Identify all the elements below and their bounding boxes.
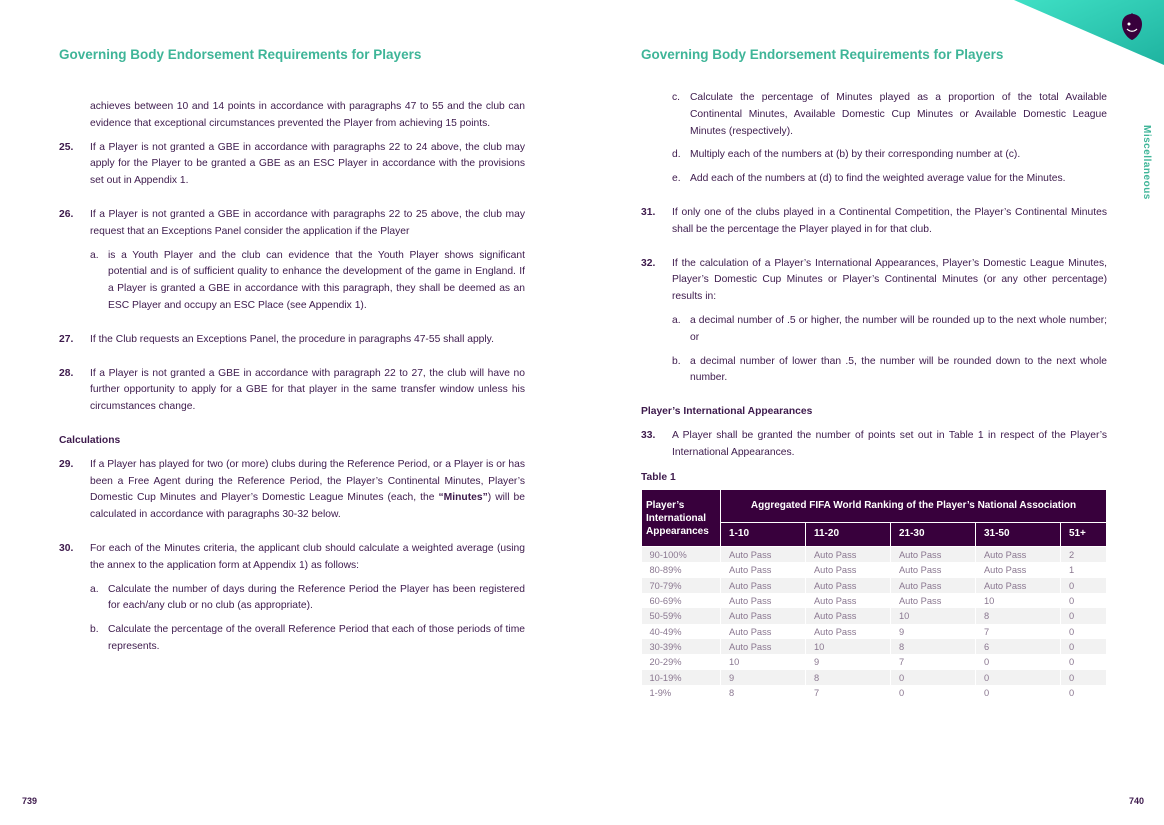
table-cell: 0 (975, 670, 1060, 685)
table-cell: 0 (1060, 685, 1106, 700)
table-row (642, 670, 1107, 685)
table-cell: 2 (1060, 547, 1106, 563)
calculations-heading: Calculations (59, 434, 121, 446)
table-cell: 10-19% (642, 670, 721, 685)
paragraph-30-e (641, 171, 1107, 188)
sub-text: a decimal number of .5 or higher, the number will be rounded up to the next whole number; or (690, 314, 1107, 343)
table-cell: 10 (805, 639, 890, 654)
table-cell: Auto Pass (975, 578, 1060, 593)
page-number-right: 740 (1128, 796, 1144, 806)
table-cell: Auto Pass (721, 593, 806, 608)
left-section-title: Governing Body Endorsement Requirements for Players (59, 47, 422, 62)
table-cell: 0 (890, 685, 975, 700)
sub-letter: a. (90, 249, 99, 261)
right-body (641, 90, 1107, 700)
table-cell: 8 (975, 608, 1060, 623)
paragraph-text: If a Player is not granted a GBE in accordance with paragraph 22 to 27, the club will have no further opportunity to apply for a GBE for that player in the same transfer window unless his circumstances change. (90, 367, 525, 413)
table-cell: Auto Pass (890, 547, 975, 563)
minutes-term: “Minutes” (438, 492, 488, 504)
table-row (642, 639, 1107, 654)
paragraph-text: For each of the Minutes criteria, the applicant club should calculate a weighted average (using the annex to the application form at Appendix 1) as follows: (90, 542, 525, 571)
paragraph-number: 27. (59, 333, 74, 345)
paragraph-number: 33. (641, 429, 656, 441)
paragraph-text: If a Player is not granted a GBE in accordance with paragraphs 22 to 25 above, the club may request that an Exceptions Panel consider the application if the Player (90, 208, 525, 237)
table-cell: 0 (1060, 578, 1106, 593)
paragraph-number: 31. (641, 206, 656, 218)
sub-text: Calculate the number of days during the Reference Period the Player has been registered for each/any club or no club (as appropriate). (108, 583, 525, 612)
table-cell: 10 (721, 654, 806, 669)
table-row (642, 654, 1107, 669)
table-cell: Auto Pass (805, 562, 890, 577)
table-cell: Auto Pass (721, 608, 806, 623)
paragraph-number: 28. (59, 367, 74, 379)
table-cell: 9 (805, 654, 890, 669)
paragraph-29 (59, 457, 525, 524)
paragraph-28 (59, 366, 525, 416)
table-cell: Auto Pass (721, 547, 806, 563)
table-cell: 80-89% (642, 562, 721, 577)
table-cell: Auto Pass (721, 562, 806, 577)
sub-letter: b. (672, 355, 681, 367)
table-cell: 0 (1060, 624, 1106, 639)
column-header: 1-10 (721, 523, 806, 547)
paragraph-25 (59, 140, 525, 190)
sub-text: Multiply each of the numbers at (b) by their corresponding number at (c). (690, 149, 1021, 161)
paragraph-text: If the calculation of a Player’s International Appearances, Player’s Domestic League Minutes, Player’s Domestic Cup Minutes or Player’s Continental Minutes (or any other percentage) results in: (672, 257, 1107, 303)
table-cell: Auto Pass (721, 639, 806, 654)
paragraph-32 (641, 256, 1107, 306)
table-label: Table 1 (641, 471, 676, 483)
paragraph-text: If only one of the clubs played in a Continental Competition, the Player’s Continental Minutes shall be the percentage the Player played in for that club. (672, 206, 1107, 235)
table-cell: 0 (975, 685, 1060, 700)
table-cell: Auto Pass (890, 593, 975, 608)
sub-letter: e. (672, 173, 681, 185)
table-cell: 70-79% (642, 578, 721, 593)
table-cell: 10 (975, 593, 1060, 608)
table-cell: 8 (721, 685, 806, 700)
table-cell: 0 (1060, 654, 1106, 669)
paragraph-text: If the Club requests an Exceptions Panel, the procedure in paragraphs 47-55 shall apply. (90, 333, 494, 345)
table-cell: Auto Pass (890, 578, 975, 593)
sub-text: is a Youth Player and the club can evidence that the Youth Player shows significant potential and is of sufficient quality to enhance the development of the game in England. If a Player is granted a GBE in accordance with this paragraph, they shall be deemed as an ESC Player and occupy an ESC Place (see Appendix 1). (108, 249, 525, 311)
table-corner-header: Player’s International Appearances (642, 490, 721, 547)
table-cell: 7 (805, 685, 890, 700)
table-row (642, 685, 1107, 700)
table-row (642, 547, 1107, 563)
paragraph-number: 30. (59, 542, 74, 554)
table-cell: Auto Pass (805, 547, 890, 563)
table-cell: 8 (890, 639, 975, 654)
paragraph-30-c (641, 90, 1107, 140)
column-header: 31-50 (975, 523, 1060, 547)
paragraph-number: 25. (59, 141, 74, 153)
premier-league-lion-icon (1118, 12, 1146, 42)
table-cell: Auto Pass (805, 578, 890, 593)
international-appearances-heading: Player’s International Appearances (641, 406, 813, 418)
table-cell: 0 (1060, 670, 1106, 685)
paragraph-text: If a Player has played for two (or more) clubs during the Reference Period, or a Player is or has been a Free Agent during the Reference Period, the Player’s Continental Minutes, Player’s Domestic Cup Minutes and Player’s Domestic League Minutes (each, the (90, 458, 525, 504)
table-cell: 9 (721, 670, 806, 685)
points-table (641, 489, 1107, 700)
table-group-header: Aggregated FIFA World Ranking of the Player’s National Association (721, 490, 1107, 523)
column-header: 51+ (1060, 523, 1106, 547)
table-cell: 30-39% (642, 639, 721, 654)
table-cell: 0 (1060, 593, 1106, 608)
paragraph-text: A Player shall be granted the number of points set out in Table 1 in respect of the Player’s International Appearances. (672, 429, 1107, 458)
sub-letter: b. (90, 624, 99, 636)
table-row (642, 608, 1107, 623)
paragraph-31 (641, 205, 1107, 239)
table-cell: 20-29% (642, 654, 721, 669)
table-row (642, 562, 1107, 577)
sub-letter: a. (672, 314, 681, 326)
paragraph-number: 26. (59, 208, 74, 220)
table-cell: 9 (890, 624, 975, 639)
paragraph-number: 32. (641, 257, 656, 269)
sub-letter: c. (672, 92, 681, 103)
paragraph-30-a (59, 582, 525, 616)
sub-letter: a. (90, 583, 99, 595)
column-header: 21-30 (890, 523, 975, 547)
table-row (642, 578, 1107, 593)
paragraph-26 (59, 207, 525, 241)
sub-text: Calculate the percentage of the overall Reference Period that each of those periods of time represents. (108, 624, 525, 652)
table-body (642, 547, 1107, 700)
table-cell: 50-59% (642, 608, 721, 623)
continuation-text: achieves between 10 and 14 points in accordance with paragraphs 47 to 55 and the club can evidence that exceptional circumstances prevented the Player from achieving 15 points. (90, 101, 525, 129)
table-cell: 1-9% (642, 685, 721, 700)
table-cell: 0 (1060, 608, 1106, 623)
table-cell: Auto Pass (721, 624, 806, 639)
right-section-title: Governing Body Endorsement Requirements for Players (641, 47, 1004, 62)
table-row (642, 593, 1107, 608)
table-cell: Auto Pass (975, 562, 1060, 577)
table-cell: Auto Pass (805, 593, 890, 608)
paragraph-27 (59, 332, 525, 349)
table-cell: Auto Pass (975, 547, 1060, 563)
paragraph-text: If a Player is not granted a GBE in accordance with paragraphs 22 to 24 above, the club may apply for the Player to be granted a GBE as an ESC Player in accordance with the provisions set out in Appendix 1. (90, 141, 525, 187)
left-body (59, 99, 525, 663)
sub-text: Add each of the numbers at (d) to find the weighted average value for the Minutes. (690, 173, 1066, 185)
paragraph-number: 29. (59, 458, 74, 470)
table-cell: 40-49% (642, 624, 721, 639)
page-number-left: 739 (22, 796, 38, 806)
right-page (582, 0, 1164, 825)
table-cell: Auto Pass (805, 608, 890, 623)
table-cell: Auto Pass (805, 624, 890, 639)
paragraph-30-d (641, 147, 1107, 164)
paragraph-32-b (641, 354, 1107, 388)
table-cell: 60-69% (642, 593, 721, 608)
sub-text: Calculate the percentage of Minutes played as a proportion of the total Available Continental Minutes, Available Domestic Cup Minutes or Available Domestic League Minutes (respectively). (690, 92, 1107, 137)
paragraph-30 (59, 541, 525, 575)
table-cell: 6 (975, 639, 1060, 654)
table-cell: 10 (890, 608, 975, 623)
table-cell: 7 (975, 624, 1060, 639)
paragraph-text-end: ) will be calculated in accordance with paragraphs 30-32 below. (90, 492, 525, 521)
column-header: 11-20 (805, 523, 890, 547)
table-cell: 7 (890, 654, 975, 669)
table-cell: 8 (805, 670, 890, 685)
table-cell: Auto Pass (721, 578, 806, 593)
table-cell: 0 (890, 670, 975, 685)
table-cell: 0 (1060, 639, 1106, 654)
table-cell: Auto Pass (890, 562, 975, 577)
sub-text: a decimal number of lower than .5, the number will be rounded down to the next whole number. (690, 355, 1107, 384)
miscellaneous-side-tab[interactable]: Miscellaneous (1141, 125, 1152, 200)
table-cell: 90-100% (642, 547, 721, 563)
paragraph-30-b (59, 622, 525, 656)
paragraph-26-a (59, 248, 525, 315)
paragraph-33 (641, 428, 1107, 462)
table-row (642, 624, 1107, 639)
table-cell: 0 (975, 654, 1060, 669)
paragraph-32-a (641, 313, 1107, 347)
table-cell: 1 (1060, 562, 1106, 577)
sub-letter: d. (672, 149, 681, 161)
